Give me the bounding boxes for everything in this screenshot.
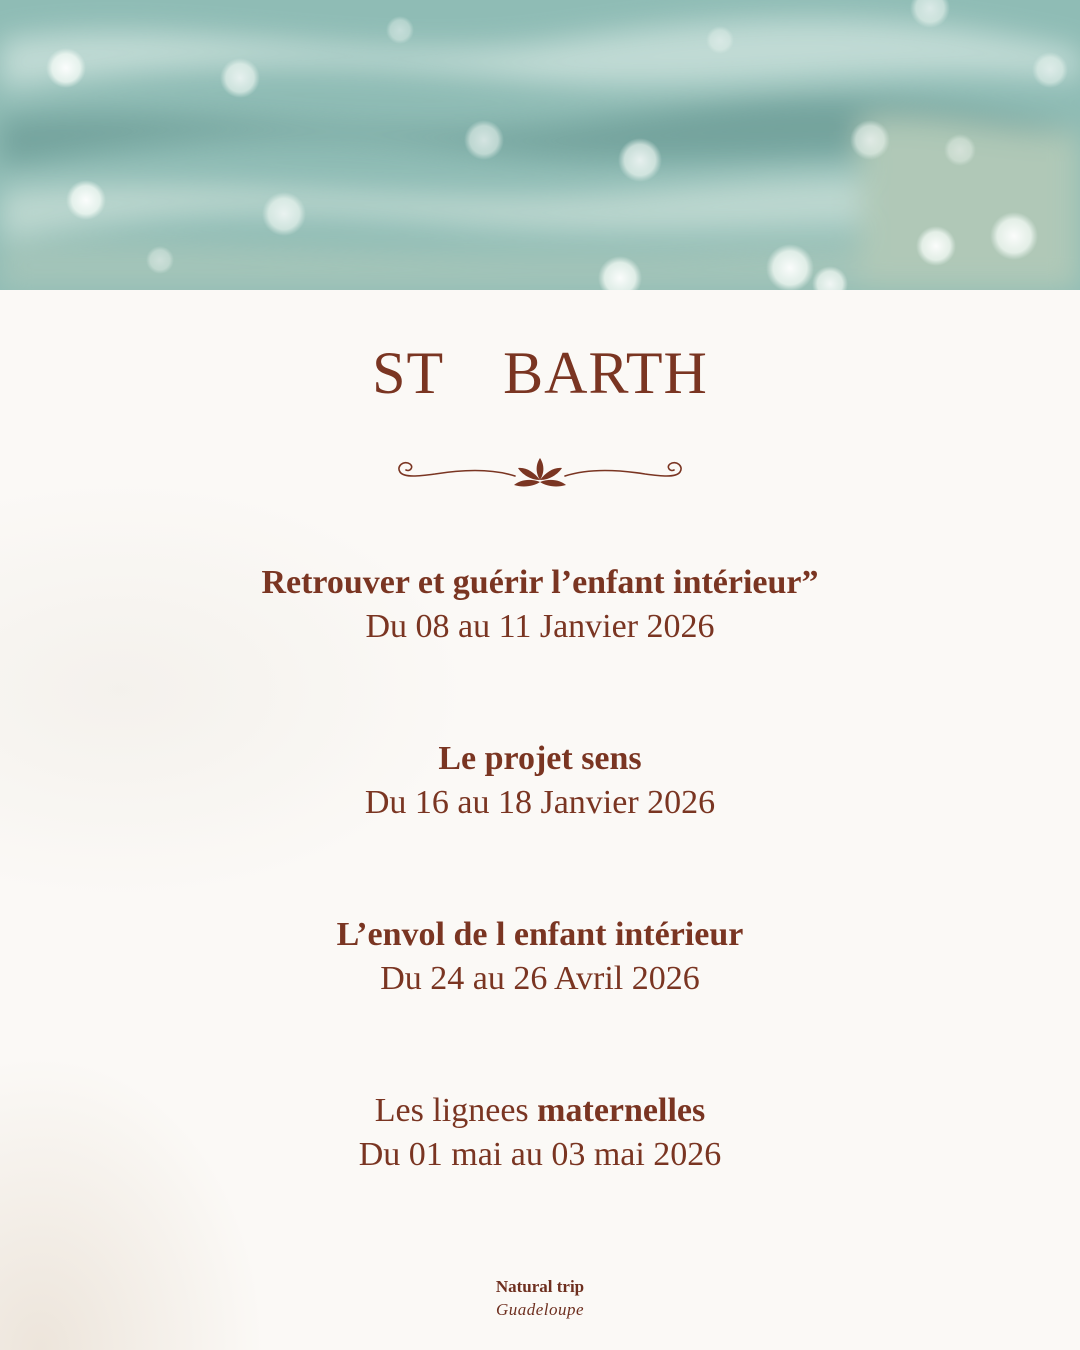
event-date: Du 08 au 11 Janvier 2026 bbox=[365, 608, 715, 645]
event-date: Du 24 au 26 Avril 2026 bbox=[380, 960, 700, 997]
header-sea-image bbox=[0, 0, 1080, 290]
event-title: L’envol de l enfant intérieur bbox=[336, 916, 744, 953]
flourish-divider-icon bbox=[390, 450, 690, 494]
event-4 bbox=[0, 1089, 1080, 1177]
event-title bbox=[0, 1089, 1080, 1133]
event-3 bbox=[0, 913, 1080, 1001]
sea-bokeh-illustration bbox=[0, 0, 1080, 290]
brand-subtitle: Guadeloupe bbox=[495, 1300, 585, 1319]
event-date: Du 16 au 18 Janvier 2026 bbox=[364, 784, 716, 821]
brand-name: Natural trip bbox=[495, 1277, 585, 1296]
event-title: Retrouver et guérir l’enfant intérieur” bbox=[261, 564, 819, 601]
event-2 bbox=[0, 737, 1080, 825]
event-title-bold: maternelles bbox=[537, 1092, 706, 1129]
event-date: Du 01 mai au 03 mai 2026 bbox=[358, 1136, 722, 1173]
brand-signature bbox=[0, 1276, 1080, 1322]
event-1 bbox=[0, 561, 1080, 649]
event-title-light: Les lignees bbox=[374, 1092, 538, 1129]
page-title: ST BARTH bbox=[372, 340, 708, 406]
event-title: Le projet sens bbox=[438, 740, 642, 777]
